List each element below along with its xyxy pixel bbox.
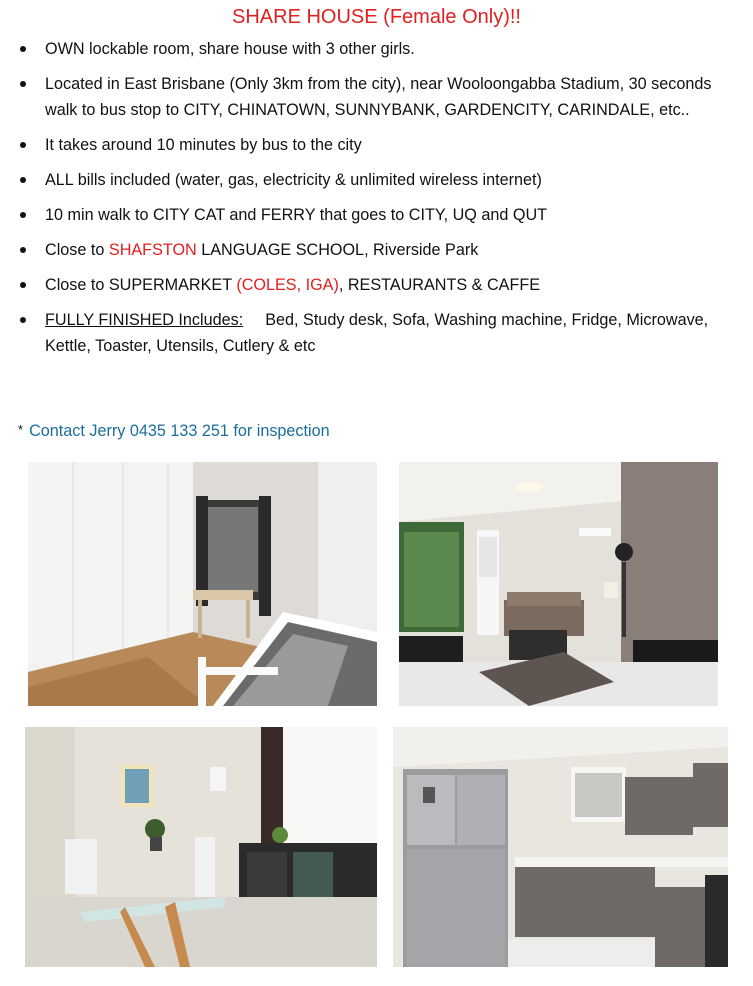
bullet-text: LANGUAGE SCHOOL, Riverside Park [196,241,479,259]
asterisk: * [18,422,24,437]
list-item [0,307,740,359]
bullet-text: 10 min walk to CITY CAT and FERRY that goes to CITY, UQ and QUT [45,206,548,224]
bullet-text: Located in East Brisbane (Only 3km from the city), near Wooloongabba Stadium, 30 seconds walk to bus stop to CITY, CHINATOWN, SUNNYBANK, GARDENCITY, CARINDALE, etc.. [45,75,712,119]
bullet-text: It takes around 10 minutes by bus to the city [45,136,362,154]
bullet-text: , RESTAURANTS & CAFFE [338,276,541,294]
list-item [0,71,740,123]
bullet-text: ALL bills included (water, gas, electricity & unlimited wireless internet) [45,171,542,189]
list-item [0,272,740,298]
bedroom-photo [28,462,377,706]
highlight-text: (COLES, IGA) [236,276,339,294]
bullet-text: Bed, Study desk, Sofa, Washing machine, Fridge, Microwave, Kettle, Toaster, Utensils, Cutlery & etc [45,311,709,355]
page-title: SHARE HOUSE (Female Only)!! [232,6,521,28]
bullet-text: OWN lockable room, share house with 3 other girls. [45,40,415,58]
highlight-text: SHAFSTON [108,241,197,259]
living-room-photo [399,462,718,706]
list-item [0,167,740,193]
contact-line [18,422,330,441]
list-item [0,237,740,263]
underlined-heading: FULLY FINISHED Includes: [45,311,244,329]
feature-list [0,36,740,368]
contact-text: Contact Jerry 0435 133 251 for inspection [29,422,330,440]
bullet-text: Close to SUPERMARKET [45,276,237,294]
bullet-text: Close to [45,241,109,259]
list-item [0,202,740,228]
list-item [0,132,740,158]
list-item [0,36,740,62]
kitchen-photo [393,727,728,967]
dining-room-photo [25,727,377,967]
